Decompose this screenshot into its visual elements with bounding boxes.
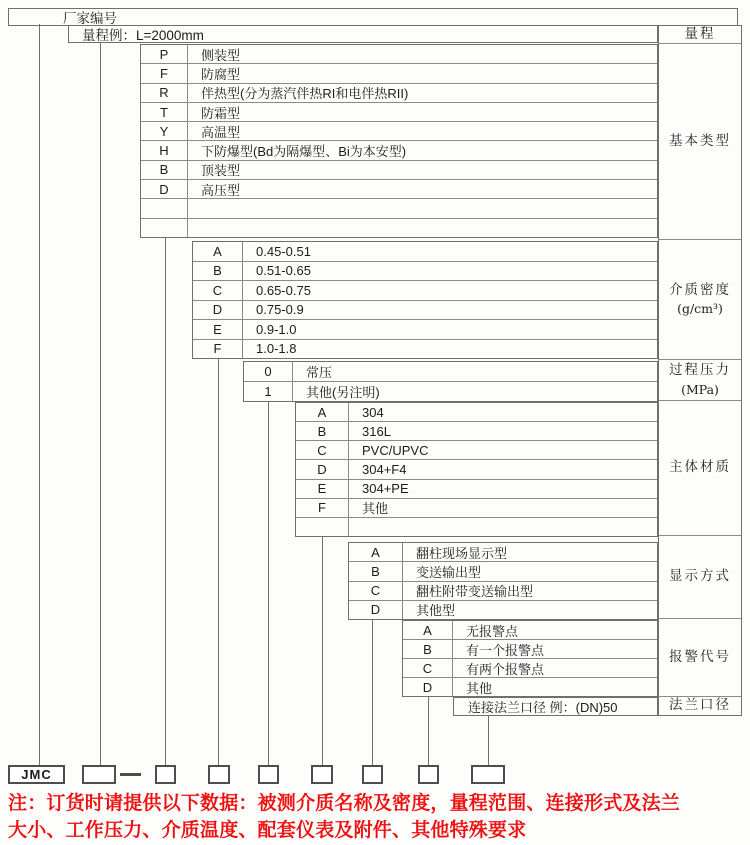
table-row <box>141 64 657 83</box>
table-row <box>296 499 657 518</box>
description-cell: 有两个报警点 <box>466 661 545 677</box>
category-label-material: 主体材质 <box>659 401 741 536</box>
description-cell: 伴热型(分为蒸汽伴热RI和电伴热RII) <box>201 86 409 102</box>
table-row <box>349 562 657 581</box>
code-cell: H <box>141 141 188 159</box>
code-cell: C <box>296 441 349 459</box>
category-label-alarm: 报警代号 <box>659 619 741 697</box>
description-cell: 下防爆型(Bd为隔爆型、Bi为本安型) <box>201 144 407 160</box>
code-fill-box-density <box>208 765 230 784</box>
description-cell: 其他 <box>466 680 493 696</box>
table-row <box>349 543 657 562</box>
table-row <box>193 262 657 282</box>
code-cell: E <box>296 480 349 498</box>
description-cell: 316L <box>362 423 391 439</box>
code-fill-box-material <box>311 765 333 784</box>
description-cell: 其他型 <box>416 603 456 619</box>
code-cell <box>296 518 349 536</box>
order-note-line2: 大小、工作压力、介质温度、配套仪表及附件、其他特殊要求 <box>8 820 527 841</box>
description-cell: 侧装型 <box>201 47 241 63</box>
code-cell: B <box>403 640 453 658</box>
table-row <box>141 45 657 64</box>
description-cell: 1.0-1.8 <box>256 341 297 357</box>
description-cell: 翻柱现场显示型 <box>416 545 508 561</box>
table-row <box>193 320 657 340</box>
description-cell: 0.45-0.51 <box>256 243 311 259</box>
code-cell: B <box>349 562 403 580</box>
table-row <box>403 640 657 659</box>
description-cell: 防霜型 <box>201 105 241 121</box>
table-row <box>141 161 657 180</box>
table-row <box>193 340 657 359</box>
table-row-empty <box>141 219 657 237</box>
order-note-line1: 注：订货时请提供以下数据：被测介质名称及密度，量程范围、连接形式及法兰 <box>8 793 681 814</box>
code-fill-box-display-mode <box>362 765 383 784</box>
code-cell: D <box>349 601 403 619</box>
code-cell: C <box>403 659 453 677</box>
table-row <box>141 103 657 122</box>
category-label-pressure: 过程压力 (MPa) <box>659 360 741 401</box>
table-row <box>403 678 657 696</box>
manufacturer-code-label: 厂家编号 <box>63 11 117 26</box>
code-cell: A <box>403 621 453 639</box>
description-cell: 304+F4 <box>362 461 407 477</box>
category-label-column <box>658 25 742 716</box>
table-row-empty <box>296 518 657 536</box>
description-cell: 有一个报警点 <box>466 642 545 658</box>
description-cell: 翻柱附带变送输出型 <box>416 584 534 600</box>
description-cell: 顶装型 <box>201 163 241 179</box>
table-row <box>296 480 657 499</box>
description-cell: 304 <box>362 404 384 420</box>
basic-type-table <box>140 44 658 238</box>
description-cell: 高温型 <box>201 124 241 140</box>
connector-line <box>218 359 219 765</box>
alarm-code-table <box>402 620 658 697</box>
description-cell: 常压 <box>306 365 333 380</box>
table-row <box>141 84 657 103</box>
code-cell: D <box>141 180 188 198</box>
range-example-text: 量程例：L=2000mm <box>82 28 204 43</box>
connector-line <box>100 43 101 765</box>
code-cell: B <box>141 161 188 179</box>
flange-size-text: 连接法兰口径 例：(DN)50 <box>468 700 618 715</box>
range-example-cell <box>68 25 658 43</box>
pressure-table <box>243 361 658 402</box>
code-cell: D <box>296 460 349 478</box>
connector-line <box>268 402 269 765</box>
code-cell: A <box>193 242 243 261</box>
code-fill-box-range <box>82 765 116 784</box>
code-cell: B <box>193 262 243 281</box>
description-cell: 防腐型 <box>201 66 241 82</box>
connector-line <box>488 716 489 765</box>
connector-line <box>165 238 166 765</box>
code-cell: B <box>296 422 349 440</box>
description-cell: 0.51-0.65 <box>256 263 311 279</box>
code-cell: A <box>296 403 349 421</box>
table-row <box>244 362 657 382</box>
code-cell <box>141 219 188 237</box>
table-row <box>193 301 657 321</box>
table-row <box>244 382 657 401</box>
table-row <box>296 441 657 460</box>
code-cell: C <box>193 281 243 300</box>
material-table <box>295 402 658 537</box>
description-cell <box>349 518 657 536</box>
description-cell: 304+PE <box>362 481 409 497</box>
table-row <box>141 122 657 141</box>
model-prefix-box: JMC <box>8 765 65 784</box>
code-cell: 1 <box>244 382 293 401</box>
description-cell <box>188 199 657 217</box>
code-cell: 0 <box>244 362 293 381</box>
table-row <box>141 141 657 160</box>
category-label-display-mode: 显示方式 <box>659 536 741 619</box>
code-fill-box-pressure <box>258 765 279 784</box>
code-cell: F <box>141 64 188 82</box>
code-cell <box>141 199 188 217</box>
code-cell: F <box>296 499 349 517</box>
connector-line <box>372 620 373 765</box>
code-cell: T <box>141 103 188 121</box>
connector-line <box>322 537 323 765</box>
table-row <box>403 659 657 678</box>
category-label-basic-type: 基本类型 <box>659 44 741 240</box>
table-row <box>296 460 657 479</box>
table-row <box>296 403 657 422</box>
table-row <box>296 422 657 441</box>
density-table <box>192 241 658 359</box>
table-row-empty <box>141 199 657 218</box>
code-cell: D <box>193 301 243 320</box>
category-label-range: 量程 <box>659 26 741 44</box>
order-note <box>8 790 746 844</box>
category-label-density: 介质密度 (g/cm³) <box>659 240 741 360</box>
table-row <box>349 582 657 601</box>
table-row <box>193 242 657 262</box>
table-row <box>193 281 657 301</box>
description-cell: 变送输出型 <box>416 564 482 580</box>
description-cell: 其他 <box>362 501 389 517</box>
dash-separator <box>120 773 141 776</box>
code-cell: C <box>349 582 403 600</box>
code-cell: F <box>193 340 243 359</box>
description-cell <box>188 219 657 237</box>
code-cell: E <box>193 320 243 339</box>
display-mode-table <box>348 542 658 620</box>
description-cell: 无报警点 <box>466 623 519 639</box>
description-cell: PVC/UPVC <box>362 442 429 458</box>
connector-line <box>428 697 429 765</box>
connector-line <box>39 24 40 765</box>
description-cell: 0.65-0.75 <box>256 282 311 298</box>
code-cell: D <box>403 678 453 696</box>
code-cell: A <box>349 543 403 561</box>
table-row <box>141 180 657 199</box>
description-cell: 0.9-1.0 <box>256 321 297 337</box>
table-row <box>349 601 657 619</box>
category-label-flange: 法兰口径 <box>669 697 731 714</box>
code-cell: Y <box>141 122 188 140</box>
description-cell: 高压型 <box>201 182 241 198</box>
description-cell: 0.75-0.9 <box>256 302 304 318</box>
code-cell: R <box>141 84 188 102</box>
flange-size-cell <box>453 697 658 716</box>
code-fill-box-alarm <box>418 765 439 784</box>
code-fill-box-basic-type <box>155 765 176 784</box>
description-cell: 其他(另注明) <box>306 385 380 400</box>
code-cell: P <box>141 45 188 63</box>
table-row <box>403 621 657 640</box>
code-fill-box-flange <box>471 765 505 784</box>
